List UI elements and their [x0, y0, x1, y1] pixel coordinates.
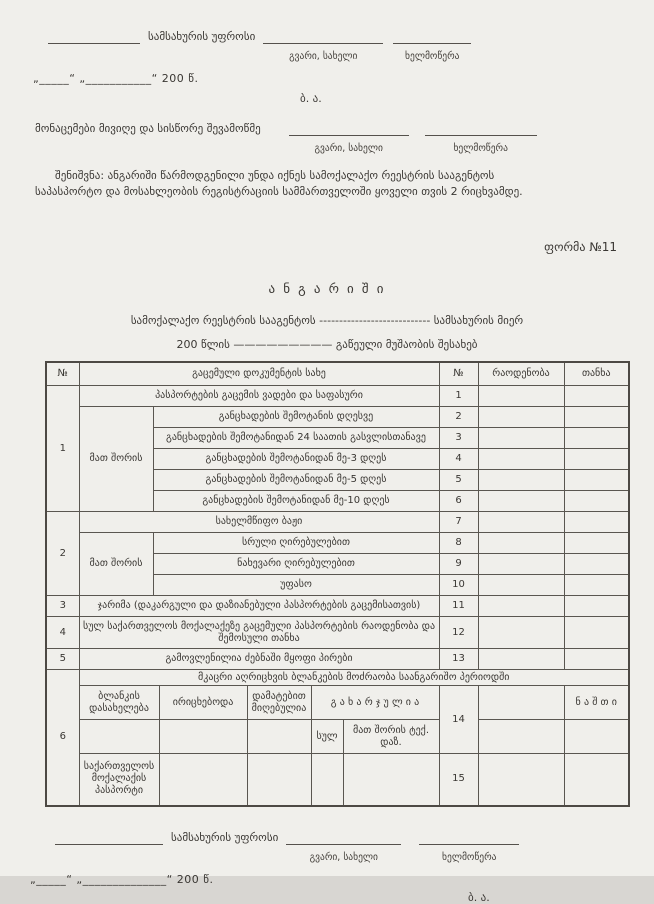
section-number: 3: [46, 596, 79, 617]
item-number: 6: [439, 491, 478, 512]
blank-line: [48, 30, 140, 44]
amount-cell: [564, 533, 629, 554]
verification-block: [35, 122, 654, 155]
blank-line: [425, 122, 537, 136]
amount-cell: [564, 491, 629, 512]
row-label: სრული ღირებულებით: [153, 533, 439, 554]
quantity-cell: [478, 649, 564, 670]
name-surname-label: გვარი, სახელი: [314, 143, 383, 154]
name-surname-label: გვარი, სახელი: [289, 51, 358, 62]
spent-header: გ ა ხ ა რ ჯ უ ლ ი ა: [311, 686, 439, 720]
quantity-cell: [478, 470, 564, 491]
item-number: 12: [439, 617, 478, 649]
name-surname-label: გვარი, სახელი: [309, 851, 378, 863]
data-received-statement: მონაცემები მივიღე და სისწორე შევამოწმე: [35, 122, 261, 135]
subtitle-agency-post: სამსახურის მიერ: [433, 314, 524, 327]
table-row: [46, 596, 629, 617]
additionally-received-header: დამატებით მიღებულია: [247, 686, 311, 720]
item-number: 11: [439, 596, 478, 617]
blank-line: [55, 831, 163, 845]
section-number: 4: [46, 617, 79, 649]
report-table: [45, 361, 630, 807]
quantity-cell: [478, 554, 564, 575]
amount-cell: [564, 428, 629, 449]
quantity-cell: [478, 428, 564, 449]
quantity-cell: [478, 720, 564, 754]
table-row: [46, 512, 629, 533]
header-section-number: №: [46, 362, 79, 386]
section6-title-row: [46, 670, 629, 686]
amount-cell: [564, 720, 629, 754]
section6-data-row: [46, 754, 629, 806]
subtitle-dash-line: ----------------------------: [319, 314, 431, 327]
blank-line: [263, 30, 383, 44]
row-label: პასპორტების გაცემის ვადები და საფასური: [79, 386, 439, 407]
row-label: ნახევარი ღირებულებით: [153, 554, 439, 575]
header-item-number: №: [439, 362, 478, 386]
date-line: „_____“ „______________“ 200 წ.: [30, 872, 214, 886]
table-row: [46, 386, 629, 407]
blank-name-empty-cell: [79, 720, 159, 754]
amount-cell: [564, 512, 629, 533]
signature-field: [419, 831, 519, 864]
seal-abbreviation: ბ. ა.: [300, 92, 322, 105]
section-number: 2: [46, 512, 79, 596]
among-them-label: მათ შორის: [79, 407, 153, 512]
report-subtitle-period: [0, 338, 654, 351]
table-row: [46, 533, 629, 554]
section-number: 5: [46, 649, 79, 670]
name-field: [286, 831, 401, 864]
note-line-1: შენიშვნა: ანგარიში წარმოდგენილი უნდა იქნეს სამოქალაქო რეესტრის სააგენტოს: [55, 169, 495, 182]
amount-cell: [564, 754, 629, 806]
blank-line: [286, 831, 401, 845]
quantity-cell: [478, 386, 564, 407]
section6-title: მკაცრი აღრიცხვის ბლანკების მოძრაობა საანგარიშო პერიოდში: [79, 670, 629, 686]
form-number: ფორმა №11: [544, 240, 617, 254]
item-number: 2: [439, 407, 478, 428]
header-amount: თანხა: [564, 362, 629, 386]
additionally-received-empty-cell: [247, 720, 311, 754]
blank-name-header: ბლანკის დასახელება: [79, 686, 159, 720]
item-number: 4: [439, 449, 478, 470]
item-number: 3: [439, 428, 478, 449]
seal-abbreviation: ბ. ა.: [468, 890, 490, 904]
section-number: 1: [46, 386, 79, 512]
quantity-cell: [478, 686, 564, 720]
was-counted-cell: [159, 754, 247, 806]
amount-cell: [564, 554, 629, 575]
row-label: განცხადების შემოტანიდან 24 საათის გასვლისთანავე: [153, 428, 439, 449]
table-row: [46, 649, 629, 670]
note-line-2: საპასპორტო და მოსახლეობის რეგისტრაციის სამმართველოში ყოველი თვის 2 რიცხვამდე.: [35, 185, 523, 198]
blank-line: [289, 122, 409, 136]
item-number: 15: [439, 754, 478, 806]
was-counted-empty-cell: [159, 720, 247, 754]
subtitle-period-post: გაწეული მუშაობის შესახებ: [335, 338, 478, 351]
amount-cell: [564, 649, 629, 670]
row-label: უფასო: [153, 575, 439, 596]
amount-cell: [564, 407, 629, 428]
row-label: სულ საქართველოს მოქალაქეზე გაცემული პასპორტების რაოდენობა და შემოსული თანხა: [79, 617, 439, 649]
spent-total-cell: [311, 754, 343, 806]
table-row: [46, 407, 629, 428]
row-label: განცხადების შემოტანის დღესვე: [153, 407, 439, 428]
quantity-cell: [478, 533, 564, 554]
table-row: [46, 617, 629, 649]
row-label: განცხადების შემოტანიდან მე-5 დღეს: [153, 470, 439, 491]
section6-subheader-row2: [46, 720, 629, 754]
item-number: 5: [439, 470, 478, 491]
quantity-cell: [478, 617, 564, 649]
item-number: 13: [439, 649, 478, 670]
service-head-title: სამსახურის უფროსი: [171, 830, 279, 844]
signature-label: ხელმოწერა: [453, 143, 508, 154]
spent-tech-damaged-header: მათ შორის ტექ. დაზ.: [343, 720, 439, 754]
was-counted-header: ირიცხებოდა: [159, 686, 247, 720]
item-number: 8: [439, 533, 478, 554]
amount-cell: [564, 386, 629, 407]
row-label: ჯარიმა (დაკარგული და დაზიანებული პასპორტების გაცემისათვის): [79, 596, 439, 617]
amount-cell: [564, 470, 629, 491]
item-number: 1: [439, 386, 478, 407]
bottom-signature-block: [55, 831, 654, 864]
quantity-cell: [478, 512, 564, 533]
date-line: „_____“ „___________“ 200 წ.: [33, 72, 199, 85]
header-document-name: გაცემული დოკუმენტის სახე: [79, 362, 439, 386]
item-number: 7: [439, 512, 478, 533]
header-quantity: რაოდენობა: [478, 362, 564, 386]
blank-line: [419, 831, 519, 845]
among-them-label: მათ შორის: [79, 533, 153, 596]
signature-label: ხელმოწერა: [405, 51, 460, 62]
quantity-cell: [478, 407, 564, 428]
note-paragraph: [0, 168, 654, 200]
item-number: 14: [439, 686, 478, 754]
table-header-row: [46, 362, 629, 386]
signature-label: ხელმოწერა: [442, 851, 497, 863]
quantity-cell: [478, 449, 564, 470]
amount-cell: [564, 617, 629, 649]
service-head-title: სამსახურის უფროსი: [148, 30, 256, 43]
subtitle-agency-pre: სამოქალაქო რეესტრის სააგენტოს: [130, 314, 316, 327]
name-field: [263, 30, 383, 63]
subtitle-blank-line: —————————: [233, 338, 333, 351]
subtitle-year: 200 წლის: [176, 338, 230, 351]
quantity-cell: [478, 575, 564, 596]
quantity-cell: [478, 754, 564, 806]
quantity-cell: [478, 491, 564, 512]
signature-field: [393, 30, 471, 63]
amount-cell: [564, 596, 629, 617]
additionally-received-cell: [247, 754, 311, 806]
section-number: 6: [46, 670, 79, 806]
item-number: 10: [439, 575, 478, 596]
amount-cell: [564, 575, 629, 596]
item-number: 9: [439, 554, 478, 575]
blank-name-value: საქართველოს მოქალაქის პასპორტი: [79, 754, 159, 806]
report-subtitle-agency: [0, 314, 654, 327]
top-signature-block: [48, 30, 654, 63]
name-field: [289, 122, 409, 155]
row-label: გამოვლენილია ძებნაში მყოფი პირები: [79, 649, 439, 670]
spent-total-header: სულ: [311, 720, 343, 754]
row-label: განცხადების შემოტანიდან მე-10 დღეს: [153, 491, 439, 512]
spent-tech-damaged-cell: [343, 754, 439, 806]
amount-cell: [564, 449, 629, 470]
row-label: სახელმწიფო ბაჟი: [79, 512, 439, 533]
blank-line: [393, 30, 471, 44]
balance-header: ნ ა შ თ ი: [564, 686, 629, 720]
quantity-cell: [478, 596, 564, 617]
row-label: განცხადების შემოტანიდან მე-3 დღეს: [153, 449, 439, 470]
section6-subheader-row: [46, 686, 629, 720]
report-title: ა ნ გ ა რ ი შ ი: [268, 282, 386, 297]
signature-field: [425, 122, 537, 155]
